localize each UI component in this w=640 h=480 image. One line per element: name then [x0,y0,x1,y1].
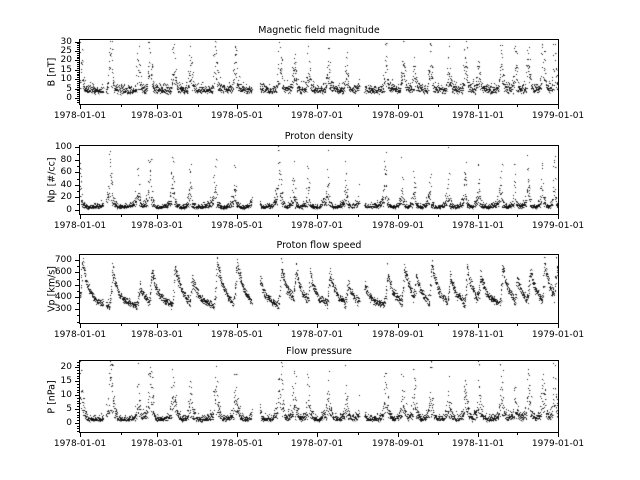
y-tick-label: 5 [66,404,72,414]
x-major-tick [157,215,158,219]
x-major-tick [478,324,479,328]
y-minor-tick [77,365,79,366]
y-tick-label: 15 [60,376,72,386]
x-tick-label: 1979-01-01 [531,221,585,231]
y-minor-tick [77,412,79,413]
x-minor-tick [278,324,279,326]
x-tick-label: 1978-03-01 [130,221,184,231]
y-minor-tick [77,370,79,371]
plot-frame [79,39,559,105]
x-major-tick [478,215,479,219]
y-minor-tick [77,68,79,69]
y-tick-label: 300 [54,304,72,314]
y-tick-label: 0 [66,205,72,215]
x-tick-label: 1978-09-01 [371,111,425,121]
x-minor-tick [198,215,199,217]
y-axis-label: Vp [km/s] [46,266,58,312]
y-minor-tick [77,72,79,73]
x-tick-label: 1978-01-01 [53,111,107,121]
y-tick-label: 20 [60,362,72,372]
x-major-tick [237,105,238,109]
y-minor-tick [77,166,79,167]
plot-frame [79,145,559,215]
x-tick-label: 1978-01-01 [53,439,107,449]
y-minor-tick [77,64,79,65]
x-major-tick [317,215,318,219]
y-major-tick [75,147,79,148]
y-minor-tick [77,57,79,58]
y-major-tick [75,70,79,71]
y-tick-label: 400 [54,292,72,302]
y-major-tick [75,51,79,52]
y-minor-tick [77,322,79,323]
y-tick-label: 500 [54,280,72,290]
x-major-tick [157,433,158,437]
x-minor-tick [121,215,122,217]
y-tick-label: 100 [54,142,72,152]
plot-frame [79,360,559,433]
y-minor-tick [77,74,79,75]
x-tick-label: 1979-01-01 [531,111,585,121]
panel-title: Proton density [284,131,354,142]
x-tick-label: 1978-05-01 [210,221,264,231]
y-minor-tick [77,53,79,54]
y-minor-tick [77,154,79,155]
y-tick-label: 5 [66,84,72,94]
y-major-tick [75,197,79,198]
x-tick-label: 1978-03-01 [130,111,184,121]
x-tick-label: 1978-11-01 [451,330,505,340]
x-tick-label: 1978-03-01 [130,330,184,340]
x-minor-tick [517,105,518,107]
y-minor-tick [77,87,79,88]
y-minor-tick [77,431,79,432]
x-tick-label: 1978-09-01 [371,221,425,231]
panel-title: Proton flow speed [276,240,362,251]
x-minor-tick [517,324,518,326]
y-minor-tick [77,43,79,44]
y-tick-label: 30 [60,37,72,47]
y-major-tick [75,423,79,424]
x-major-tick [157,324,158,328]
y-tick-label: 80 [60,155,72,165]
y-minor-tick [77,45,79,46]
x-major-tick [398,105,399,109]
y-minor-tick [77,390,79,391]
x-tick-label: 1978-01-01 [53,221,107,231]
y-major-tick [75,79,79,80]
y-minor-tick [77,81,79,82]
y-minor-tick [77,58,79,59]
y-minor-tick [77,291,79,292]
y-tick-label: 0 [66,93,72,103]
x-minor-tick [121,324,122,326]
y-minor-tick [77,426,79,427]
y-minor-tick [77,406,79,407]
x-tick-label: 1978-09-01 [371,330,425,340]
y-minor-tick [77,55,79,56]
x-minor-tick [198,105,199,107]
x-major-tick [478,433,479,437]
y-minor-tick [77,92,79,93]
y-minor-tick [77,75,79,76]
x-tick-label: 1979-01-01 [531,439,585,449]
y-major-tick [75,381,79,382]
x-major-tick [398,215,399,219]
x-major-tick [558,105,559,109]
x-major-tick [80,215,81,219]
y-minor-tick [77,401,79,402]
x-major-tick [398,433,399,437]
y-minor-tick [77,90,79,91]
y-minor-tick [77,403,79,404]
x-tick-label: 1979-01-01 [531,330,585,340]
y-tick-label: 40 [60,180,72,190]
panel-title: Flow pressure [286,346,352,357]
x-minor-tick [438,215,439,217]
x-minor-tick [198,433,199,435]
x-major-tick [558,215,559,219]
y-major-tick [75,285,79,286]
y-minor-tick [77,47,79,48]
x-major-tick [478,105,479,109]
y-major-tick [75,160,79,161]
x-minor-tick [358,105,359,107]
y-major-tick [75,260,79,261]
y-minor-tick [77,417,79,418]
y-tick-label: 20 [60,55,72,65]
x-tick-label: 1978-07-01 [290,330,344,340]
y-tick-label: 0 [66,418,72,428]
y-major-tick [75,172,79,173]
x-minor-tick [517,215,518,217]
panel-title: Magnetic field magnitude [258,25,380,36]
y-major-tick [75,395,79,396]
y-tick-label: 600 [54,267,72,277]
x-tick-label: 1978-11-01 [451,111,505,121]
x-tick-label: 1978-07-01 [290,439,344,449]
x-major-tick [317,105,318,109]
y-minor-tick [77,77,79,78]
y-axis-label: P [nPa] [46,379,58,414]
y-major-tick [75,272,79,273]
y-minor-tick [77,415,79,416]
x-major-tick [237,433,238,437]
x-minor-tick [121,105,122,107]
y-minor-tick [77,179,79,180]
x-minor-tick [358,215,359,217]
y-minor-tick [77,204,79,205]
y-minor-tick [77,392,79,393]
y-minor-tick [77,62,79,63]
y-minor-tick [77,266,79,267]
x-major-tick [80,105,81,109]
y-tick-label: 60 [60,167,72,177]
y-minor-tick [77,49,79,50]
y-minor-tick [77,376,79,377]
y-minor-tick [77,96,79,97]
y-minor-tick [77,85,79,86]
y-minor-tick [77,83,79,84]
y-minor-tick [77,191,79,192]
x-minor-tick [198,324,199,326]
x-tick-label: 1978-11-01 [451,439,505,449]
x-tick-label: 1978-01-01 [53,330,107,340]
y-minor-tick [77,66,79,67]
y-minor-tick [77,315,79,316]
x-tick-label: 1978-05-01 [210,439,264,449]
x-minor-tick [438,105,439,107]
x-minor-tick [438,433,439,435]
y-minor-tick [77,420,79,421]
y-tick-label: 15 [60,65,72,75]
y-major-tick [75,367,79,368]
y-major-tick [75,98,79,99]
x-major-tick [558,433,559,437]
x-tick-label: 1978-07-01 [290,111,344,121]
x-major-tick [237,324,238,328]
x-tick-label: 1978-05-01 [210,111,264,121]
x-major-tick [80,433,81,437]
y-minor-tick [77,303,79,304]
x-major-tick [317,324,318,328]
plot-frame [79,254,559,324]
x-major-tick [317,433,318,437]
x-minor-tick [517,433,518,435]
x-major-tick [398,324,399,328]
y-major-tick [75,185,79,186]
y-minor-tick [77,428,79,429]
x-minor-tick [278,215,279,217]
y-major-tick [75,297,79,298]
y-minor-tick [77,279,79,280]
y-major-tick [75,210,79,211]
y-axis-label: Np [#/cc] [46,157,58,203]
x-major-tick [157,105,158,109]
x-tick-label: 1978-03-01 [130,439,184,449]
x-minor-tick [121,433,122,435]
y-tick-label: 10 [60,74,72,84]
y-minor-tick [77,100,79,101]
y-minor-tick [77,398,79,399]
x-major-tick [558,324,559,328]
y-tick-label: 20 [60,192,72,202]
x-minor-tick [358,324,359,326]
x-tick-label: 1978-09-01 [371,439,425,449]
x-minor-tick [278,433,279,435]
y-minor-tick [77,94,79,95]
x-minor-tick [278,105,279,107]
x-minor-tick [358,433,359,435]
y-major-tick [75,60,79,61]
y-tick-label: 700 [54,255,72,265]
y-minor-tick [77,102,79,103]
x-tick-label: 1978-11-01 [451,221,505,231]
x-major-tick [80,324,81,328]
y-minor-tick [77,384,79,385]
y-tick-label: 25 [60,46,72,56]
y-major-tick [75,409,79,410]
y-tick-label: 10 [60,390,72,400]
y-major-tick [75,309,79,310]
x-tick-label: 1978-05-01 [210,330,264,340]
y-minor-tick [77,362,79,363]
x-minor-tick [438,324,439,326]
y-minor-tick [77,373,79,374]
x-major-tick [237,215,238,219]
y-axis-label: B [nT] [46,57,58,87]
x-tick-label: 1978-07-01 [290,221,344,231]
y-minor-tick [77,378,79,379]
y-minor-tick [77,387,79,388]
